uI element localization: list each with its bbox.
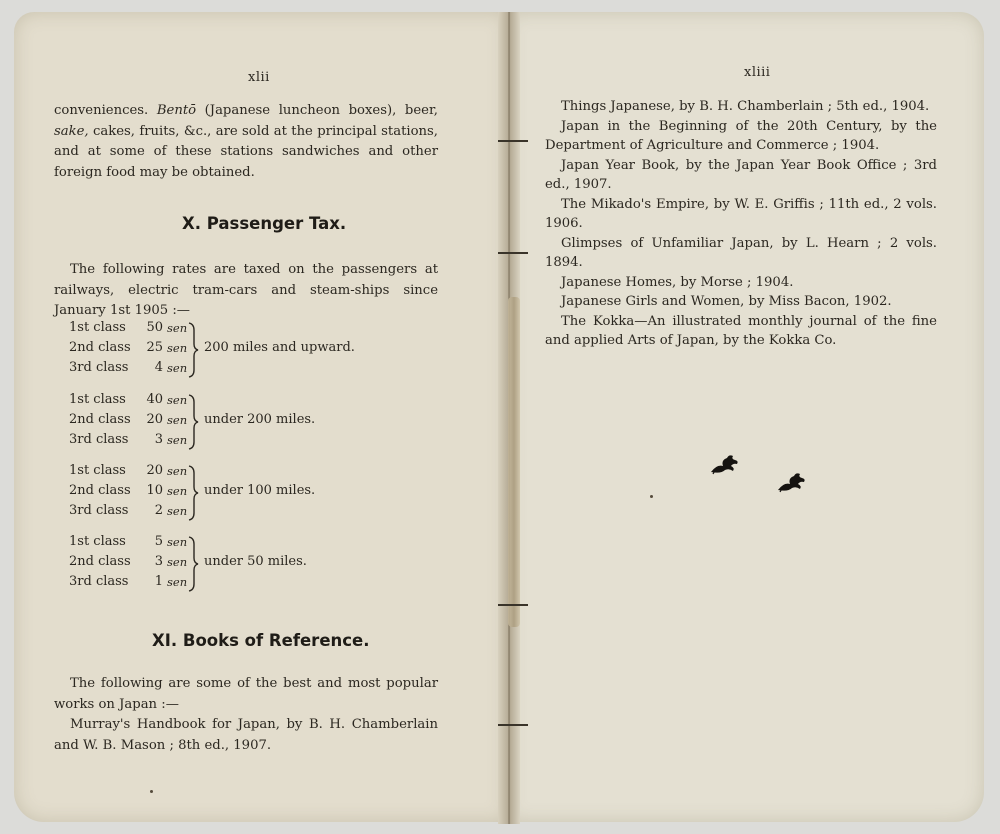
rate-unit: sen (167, 393, 188, 407)
intro-text-1: conveniences. (54, 103, 149, 118)
reference-entry: Murray's Handbook for Japan, by B. H. Chamberlain and W. B. Mason ; 8th ed., 1907. (54, 717, 438, 753)
rate-group-3 (69, 463, 369, 523)
rate-class: 3rd class (69, 360, 129, 375)
rate-amount: 5 (154, 534, 163, 549)
sake-term: sake, (54, 123, 89, 139)
spine-wear (508, 297, 520, 627)
section-xi-intro: The following are some of the best and most popular works on Japan :— (54, 676, 438, 712)
rate-amount: 4 (154, 360, 163, 375)
rate-class: 3rd class (69, 574, 129, 589)
rate-unit: sen (167, 575, 188, 589)
intro-text-3: cakes, fruits, &c., are sold at the principal stations, and at some of these stations sandwiches and other foreign food may be obtained. (54, 123, 438, 180)
right-page-number: xliii (744, 65, 771, 80)
rate-distance: under 50 miles. (204, 554, 307, 569)
reference-entry: Japanese Homes, by Morse ; 1904. (561, 274, 794, 290)
rate-class: 1st class (69, 320, 126, 335)
left-page-number: xlii (248, 70, 270, 85)
brace-icon (187, 322, 199, 376)
rate-class: 2nd class (69, 554, 131, 569)
rate-unit: sen (167, 555, 188, 569)
section-x-intro (54, 260, 438, 322)
brace-icon (187, 536, 199, 590)
reference-entry: Japan Year Book, by the Japan Year Book Office ; 3rd ed., 1907. (545, 157, 937, 192)
reference-entry: The Kokka—An illustrated monthly journal of the fine and applied Arts of Japan, by the Kokka Co. (545, 313, 937, 348)
rate-distance: under 100 miles. (204, 483, 316, 498)
binding-stitch (498, 604, 528, 606)
rate-amount: 40 (146, 392, 163, 407)
section-x-intro-text: The following rates are taxed on the passengers at railways, electric tram-cars and steam-ships since January 1st 1905 :— (54, 262, 438, 318)
reference-entry: Japan in the Beginning of the 20th Century, by the Department of Agriculture and Commerce ; 1904. (545, 118, 937, 153)
rate-unit: sen (167, 413, 188, 427)
rate-amount: 2 (154, 503, 163, 518)
rate-distance: 200 miles and upward. (204, 340, 355, 355)
rate-unit: sen (167, 341, 188, 355)
rate-class: 2nd class (69, 340, 131, 355)
rate-class: 1st class (69, 463, 126, 478)
rate-class: 3rd class (69, 432, 129, 447)
rate-distance: under 200 miles. (204, 412, 316, 427)
rate-amount: 25 (146, 340, 163, 355)
rate-amount: 20 (146, 412, 163, 427)
rate-unit: sen (167, 321, 188, 335)
binding-stitch (498, 140, 528, 142)
reference-entry: Glimpses of Unfamiliar Japan, by L. Hearn ; 2 vols. 1894. (545, 235, 937, 270)
rate-amount: 20 (146, 463, 163, 478)
section-xi-heading: XI. Books of Reference. (152, 631, 370, 650)
section-xi-body (54, 674, 438, 756)
reference-entry: Japanese Girls and Women, by Miss Bacon, 1902. (561, 294, 892, 309)
rate-unit: sen (167, 464, 188, 478)
reference-list (545, 97, 937, 351)
rate-amount: 10 (146, 483, 163, 498)
reference-entry: The Mikado's Empire, by W. E. Griffis ; 11th ed., 2 vols. 1906. (545, 196, 937, 231)
intro-text-2: (Japanese luncheon boxes), beer, (196, 103, 438, 118)
rate-amount: 1 (154, 574, 163, 589)
rate-group-4 (69, 534, 369, 594)
rate-class: 2nd class (69, 412, 131, 427)
rate-class: 3rd class (69, 503, 129, 518)
bird-ornament-icon (776, 470, 808, 494)
rate-unit: sen (167, 433, 188, 447)
paper-speck (150, 790, 153, 793)
rate-unit: sen (167, 504, 188, 518)
rate-unit: sen (167, 484, 188, 498)
rate-group-1 (69, 320, 369, 380)
rate-group-2 (69, 392, 369, 452)
rate-amount: 3 (154, 554, 163, 569)
paper-speck (650, 495, 653, 498)
binding-stitch (498, 724, 528, 726)
rate-class: 1st class (69, 392, 126, 407)
bento-term: Bentō (156, 103, 197, 118)
rate-class: 2nd class (69, 483, 131, 498)
brace-icon (187, 465, 199, 519)
rate-unit: sen (167, 535, 188, 549)
brace-icon (187, 394, 199, 448)
reference-entry: Things Japanese, by B. H. Chamberlain ; 5th ed., 1904. (561, 99, 930, 114)
rate-amount: 50 (146, 320, 163, 335)
rate-unit: sen (167, 361, 188, 375)
section-x-heading: X. Passenger Tax. (182, 214, 347, 233)
intro-paragraph (54, 101, 438, 183)
bird-ornament-icon (709, 452, 741, 476)
rate-amount: 3 (154, 432, 163, 447)
binding-stitch (498, 252, 528, 254)
rate-class: 1st class (69, 534, 126, 549)
